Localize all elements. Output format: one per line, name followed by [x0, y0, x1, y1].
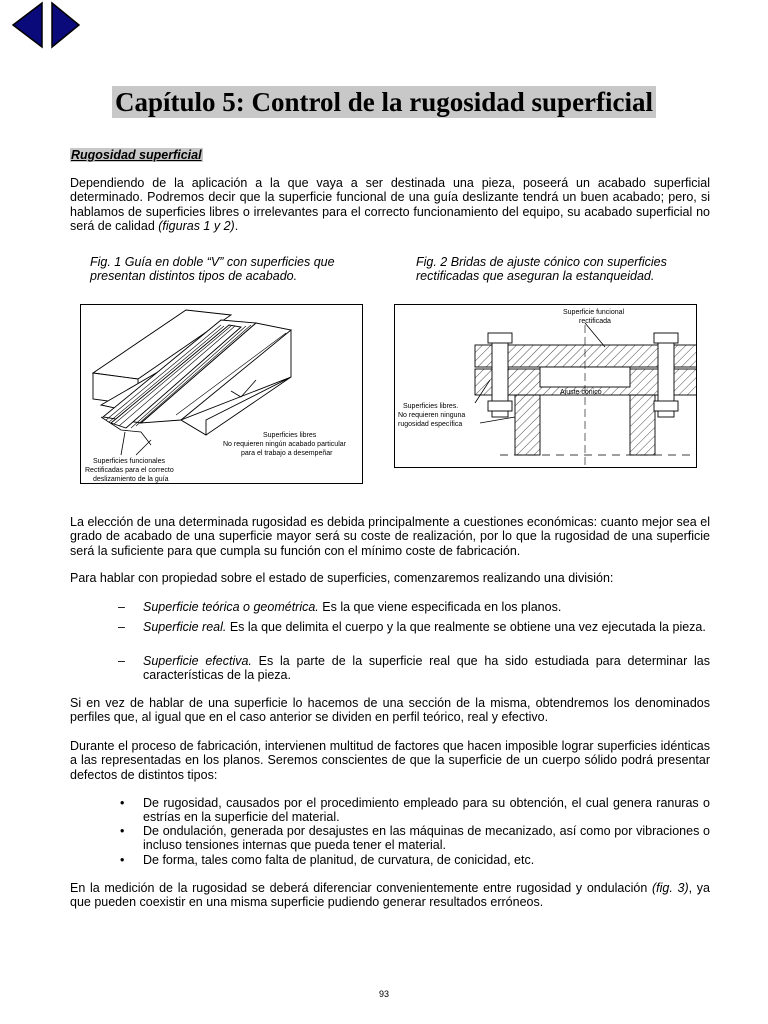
list-item: De rugosidad, causados por el procedimiento empleado para su obtención, el cual genera ranuras o estrías en la superficie del material. — [143, 796, 710, 825]
fig1-image — [80, 304, 363, 484]
list-item — [143, 654, 710, 683]
measurement-end: , ya que pueden coexistir en una misma superficie pudiendo generar resultados erróneos. — [70, 881, 710, 910]
paragraph-defects: Durante el proceso de fabricación, intervienen multitud de factores que hacen imposible lograr superficies idénticas a las representadas en los planos. Seremos conscientes de que la superficie de un cuerpo sólido podrá presentar defectos de distintos tipos: — [70, 739, 710, 782]
fig2-cone-label: Ajuste cónico — [560, 389, 602, 396]
list-item-term: Superficie efectiva. — [143, 654, 252, 668]
fig2-free-label-2: No requieren ninguna — [398, 412, 466, 419]
paragraph-measurement — [70, 881, 710, 910]
measurement-figure-ref: (fig. 3) — [651, 881, 689, 895]
fig1-functional-label-3: deslizamiento de la guía — [93, 476, 169, 483]
chapter-title: Capítulo 5: Control de la rugosidad superficial — [112, 86, 656, 118]
dash-marker: – — [118, 654, 125, 668]
paragraph-division: Para hablar con propiedad sobre el estado de superficies, comenzaremos realizando una división: — [70, 571, 614, 585]
bullet-marker: • — [120, 853, 125, 867]
fig2-image — [394, 304, 697, 468]
paragraph-profiles: Si en vez de hablar de una superficie lo hacemos de una sección de la misma, obtendremos los denominados perfiles que, al igual que en el caso anterior se dividen en perfil teórico, real y efectivo. — [70, 696, 710, 725]
intro-end: . — [234, 219, 239, 234]
intro-paragraph — [70, 176, 710, 234]
fig1-functional-label-1: Superficies funcionales — [93, 458, 165, 465]
list-item-term: Superficie teórica o geométrica. — [143, 600, 319, 614]
intro-text: Dependiendo de la aplicación a la que vaya a ser destinada una pieza, poseerá un acabado superficial determinado. Podremos decir que la superficie funcional de una guía deslizante tendrá un buen acabado; pero, si hablamos de superficies libres o irrelevantes para el correcto funcionamiento del equipo, su acabado superficial no será de calidad — [70, 176, 710, 234]
list-item-text: Es la parte de la superficie real que ha sido estudiada para determinar las características de la pieza. — [143, 654, 710, 683]
fig2-free-label-1: Superficies libres. — [403, 403, 459, 410]
paragraph-economics: La elección de una determinada rugosidad es debida principalmente a cuestiones económicas: cuanto mejor sea el grado de acabado de una superficie mayor será su coste de realización, por lo que la rugosidad de una superficie será la suficiente para que cumpla su función con el mínimo coste de fabricación. — [70, 515, 710, 558]
intro-figure-ref: (figuras 1 y 2) — [158, 219, 235, 234]
fig1-caption: Fig. 1 Guía en doble “V” con superficies que presentan distintos tipos de acabado. — [90, 255, 335, 284]
fig1-free-label-2: No requieren ningún acabado particular — [223, 441, 346, 448]
list-item: De forma, tales como falta de planitud, de curvatura, de conicidad, etc. — [143, 853, 535, 867]
triangle-right-icon — [40, 0, 80, 50]
list-item: De ondulación, generada por desajustes en las máquinas de mecanizado, así como por vibraciones o incluso tensiones internas que pueda tener el material. — [143, 824, 710, 853]
measurement-text: En la medición de la rugosidad se deberá diferenciar convenientemente entre rugosidad y ondulación — [70, 881, 652, 895]
page-number: 93 — [378, 989, 389, 999]
list-item — [143, 620, 710, 634]
fig1-free-label-3: para el trabajo a desempeñar — [241, 450, 333, 457]
fig2-free-label-3: rugosidad específica — [398, 421, 463, 428]
fig1-free-label-1: Superficies libres — [263, 432, 317, 439]
section-heading: Rugosidad superficial — [71, 148, 202, 162]
fig2-caption: Fig. 2 Bridas de ajuste cónico con superficies rectificadas que aseguran la estanqueidad. — [416, 255, 667, 284]
fig2-functional-label-2: rectificada — [579, 318, 611, 325]
dash-marker: – — [118, 620, 125, 634]
list-item-text: Es la que delimita el cuerpo y la que realmente se obtiene una vez ejecutada la pieza. — [226, 620, 706, 634]
bullet-marker: • — [120, 824, 125, 838]
next-page-button[interactable] — [40, 0, 80, 50]
fig1-functional-label-2: Rectificadas para el correcto — [85, 467, 174, 474]
bullet-marker: • — [120, 796, 125, 810]
chapter-title-wrap — [0, 86, 768, 118]
list-item-text: Es la que viene especificada en los planos. — [318, 600, 562, 614]
list-item-term: Superficie real. — [143, 620, 227, 634]
dash-marker: – — [118, 600, 125, 614]
list-item — [143, 600, 710, 614]
fig2-functional-label-1: Superficie funcional — [563, 309, 625, 316]
